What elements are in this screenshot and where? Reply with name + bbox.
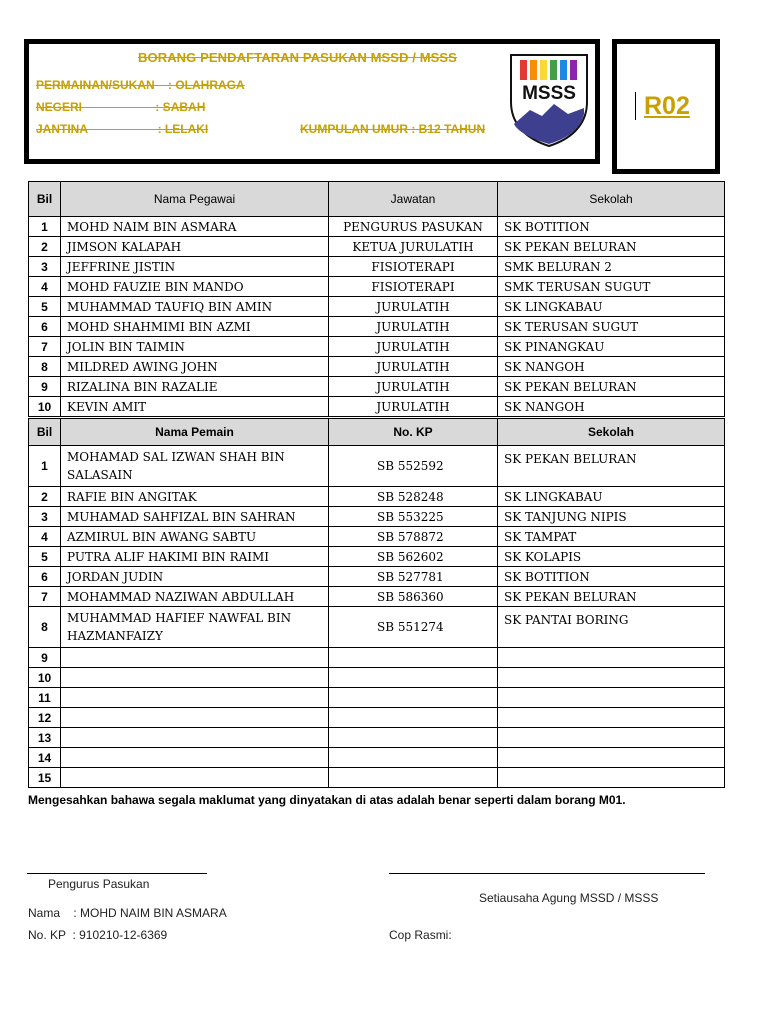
official-name: MOHD NAIM BIN ASMARA (61, 217, 329, 237)
player-row (29, 507, 725, 527)
official-row (29, 257, 725, 277)
official-name: MILDRED AWING JOHN (61, 357, 329, 377)
player-row (29, 688, 725, 708)
official-school: SK PEKAN BELURAN (498, 237, 725, 257)
official-position: JURULATIH (329, 337, 498, 357)
player-name: MUHAMAD SAHFIZAL BIN SAHRAN (61, 507, 329, 527)
official-row (29, 297, 725, 317)
player-name (61, 748, 329, 768)
official-position: FISIOTERAPI (329, 277, 498, 297)
official-school: SK TERUSAN SUGUT (498, 317, 725, 337)
player-row (29, 648, 725, 668)
official-school: SK LINGKABAU (498, 297, 725, 317)
player-name (61, 708, 329, 728)
official-position: FISIOTERAPI (329, 257, 498, 277)
player-ic-number (329, 708, 498, 728)
player-ic-number: SB 551274 (329, 607, 498, 648)
official-school: SK PEKAN BELURAN (498, 377, 725, 397)
sport-line: PERMAINAN/SUKAN : OLAHRAGA (36, 78, 245, 92)
player-school (498, 728, 725, 748)
player-bil: 9 (29, 648, 61, 668)
player-ic-number: SB 562602 (329, 547, 498, 567)
player-bil: 5 (29, 547, 61, 567)
official-position: JURULATIH (329, 317, 498, 337)
official-position: JURULATIH (329, 357, 498, 377)
player-name (61, 728, 329, 748)
official-bil: 3 (29, 257, 61, 277)
logo-text: MSSS (522, 83, 576, 104)
player-bil: 6 (29, 567, 61, 587)
official-position: PENGURUS PASUKAN (329, 217, 498, 237)
players-table (28, 418, 725, 788)
official-school: SK BOTITION (498, 217, 725, 237)
player-school: SK PEKAN BELURAN (498, 587, 725, 607)
official-name: JOLIN BIN TAIMIN (61, 337, 329, 357)
player-ic-number (329, 668, 498, 688)
player-row (29, 607, 725, 648)
player-school: SK PEKAN BELURAN (498, 446, 725, 487)
player-name: MOHAMAD SAL IZWAN SHAH BIN SALASAIN (61, 446, 329, 487)
col-header-sekolah: Sekolah (498, 419, 725, 446)
player-school (498, 688, 725, 708)
official-name: JEFFRINE JISTIN (61, 257, 329, 277)
official-row (29, 317, 725, 337)
col-header-bil: Bil (29, 419, 61, 446)
player-school (498, 708, 725, 728)
player-bil: 4 (29, 527, 61, 547)
col-header-nama-pegawai: Nama Pegawai (61, 182, 329, 217)
player-school: SK BOTITION (498, 567, 725, 587)
player-row (29, 547, 725, 567)
player-school: SK LINGKABAU (498, 487, 725, 507)
player-bil: 11 (29, 688, 61, 708)
signatory-name: Nama : MOHD NAIM BIN ASMARA (28, 906, 227, 920)
confirmation-statement: Mengesahkan bahawa segala maklumat yang dinyatakan di atas adalah benar seperti dalam borang M01. (28, 793, 626, 807)
player-name: AZMIRUL BIN AWANG SABTU (61, 527, 329, 547)
official-school: SK PINANGKAU (498, 337, 725, 357)
player-ic-number: SB 528248 (329, 487, 498, 507)
player-ic-number: SB 552592 (329, 446, 498, 487)
logo-stripe (540, 60, 547, 80)
official-bil: 6 (29, 317, 61, 337)
player-row (29, 768, 725, 788)
col-header-jawatan: Jawatan (329, 182, 498, 217)
player-school (498, 668, 725, 688)
player-name (61, 648, 329, 668)
player-bil: 1 (29, 446, 61, 487)
player-row (29, 728, 725, 748)
player-name (61, 688, 329, 708)
player-bil: 12 (29, 708, 61, 728)
player-name (61, 768, 329, 788)
player-row (29, 668, 725, 688)
player-school: SK KOLAPIS (498, 547, 725, 567)
player-row (29, 748, 725, 768)
left-signatory-role: Pengurus Pasukan (48, 877, 150, 891)
player-school: SK TAMPAT (498, 527, 725, 547)
player-name: JORDAN JUDIN (61, 567, 329, 587)
player-ic-number (329, 748, 498, 768)
player-ic-number (329, 768, 498, 788)
col-header-nama-pemain: Nama Pemain (61, 419, 329, 446)
official-school: SK NANGOH (498, 397, 725, 417)
age-group-line: KUMPULAN UMUR : B12 TAHUN (300, 122, 486, 136)
state-line: NEGERI : SABAH (36, 100, 206, 114)
player-bil: 13 (29, 728, 61, 748)
player-row (29, 527, 725, 547)
player-row (29, 708, 725, 728)
player-school (498, 748, 725, 768)
player-name: PUTRA ALIF HAKIMI BIN RAIMI (61, 547, 329, 567)
official-position: JURULATIH (329, 297, 498, 317)
player-row (29, 446, 725, 487)
form-code: R02 (644, 92, 690, 120)
official-bil: 1 (29, 217, 61, 237)
player-school (498, 648, 725, 668)
code-divider (635, 92, 636, 120)
official-position: JURULATIH (329, 377, 498, 397)
col-header-no-kp: No. KP (329, 419, 498, 446)
col-header-bil: Bil (29, 182, 61, 217)
official-row (29, 237, 725, 257)
official-school: SMK BELURAN 2 (498, 257, 725, 277)
player-ic-number (329, 688, 498, 708)
official-name: KEVIN AMIT (61, 397, 329, 417)
logo-stripe (570, 60, 577, 80)
player-bil: 7 (29, 587, 61, 607)
official-row (29, 277, 725, 297)
player-row (29, 487, 725, 507)
form-title: BORANG PENDAFTARAN PASUKAN MSSD / MSSS (138, 50, 457, 65)
official-bil: 10 (29, 397, 61, 417)
player-bil: 2 (29, 487, 61, 507)
logo-stripe (530, 60, 537, 80)
official-row (29, 337, 725, 357)
player-ic-number: SB 527781 (329, 567, 498, 587)
msss-logo (508, 52, 590, 148)
signature-line-right (389, 873, 705, 874)
official-name: JIMSON KALAPAH (61, 237, 329, 257)
official-school: SMK TERUSAN SUGUT (498, 277, 725, 297)
form-code-box (612, 39, 720, 174)
logo-stripe (560, 60, 567, 80)
official-row (29, 377, 725, 397)
official-name: MOHD FAUZIE BIN MANDO (61, 277, 329, 297)
right-signatory-role: Setiausaha Agung MSSD / MSSS (479, 891, 659, 905)
player-school (498, 768, 725, 788)
official-position: JURULATIH (329, 397, 498, 417)
player-name: MOHAMMAD NAZIWAN ABDULLAH (61, 587, 329, 607)
player-bil: 15 (29, 768, 61, 788)
official-bil: 5 (29, 297, 61, 317)
player-bil: 8 (29, 607, 61, 648)
official-row (29, 397, 725, 417)
player-bil: 14 (29, 748, 61, 768)
player-ic-number (329, 648, 498, 668)
player-ic-number (329, 728, 498, 748)
official-name: MUHAMMAD TAUFIQ BIN AMIN (61, 297, 329, 317)
official-name: MOHD SHAHMIMI BIN AZMI (61, 317, 329, 337)
player-name (61, 668, 329, 688)
gender-line: JANTINA : LELAKI (36, 122, 209, 136)
player-ic-number: SB 578872 (329, 527, 498, 547)
official-stamp-label: Cop Rasmi: (389, 928, 452, 942)
player-name: MUHAMMAD HAFIEF NAWFAL BIN HAZMANFAIZY (61, 607, 329, 648)
official-row (29, 217, 725, 237)
official-school: SK NANGOH (498, 357, 725, 377)
player-row (29, 567, 725, 587)
logo-stripe (550, 60, 557, 80)
player-ic-number: SB 553225 (329, 507, 498, 527)
player-bil: 10 (29, 668, 61, 688)
player-school: SK PANTAI BORING (498, 607, 725, 648)
player-school: SK TANJUNG NIPIS (498, 507, 725, 527)
official-row (29, 357, 725, 377)
official-bil: 8 (29, 357, 61, 377)
official-bil: 2 (29, 237, 61, 257)
player-row (29, 587, 725, 607)
signature-line-left (27, 873, 207, 874)
official-bil: 9 (29, 377, 61, 397)
official-bil: 7 (29, 337, 61, 357)
officials-table (28, 181, 725, 417)
logo-stripe (520, 60, 527, 80)
player-name: RAFIE BIN ANGITAK (61, 487, 329, 507)
player-bil: 3 (29, 507, 61, 527)
official-position: KETUA JURULATIH (329, 237, 498, 257)
signatory-ic: No. KP : 910210-12-6369 (28, 928, 168, 942)
official-bil: 4 (29, 277, 61, 297)
official-name: RIZALINA BIN RAZALIE (61, 377, 329, 397)
player-ic-number: SB 586360 (329, 587, 498, 607)
col-header-sekolah: Sekolah (498, 182, 725, 217)
